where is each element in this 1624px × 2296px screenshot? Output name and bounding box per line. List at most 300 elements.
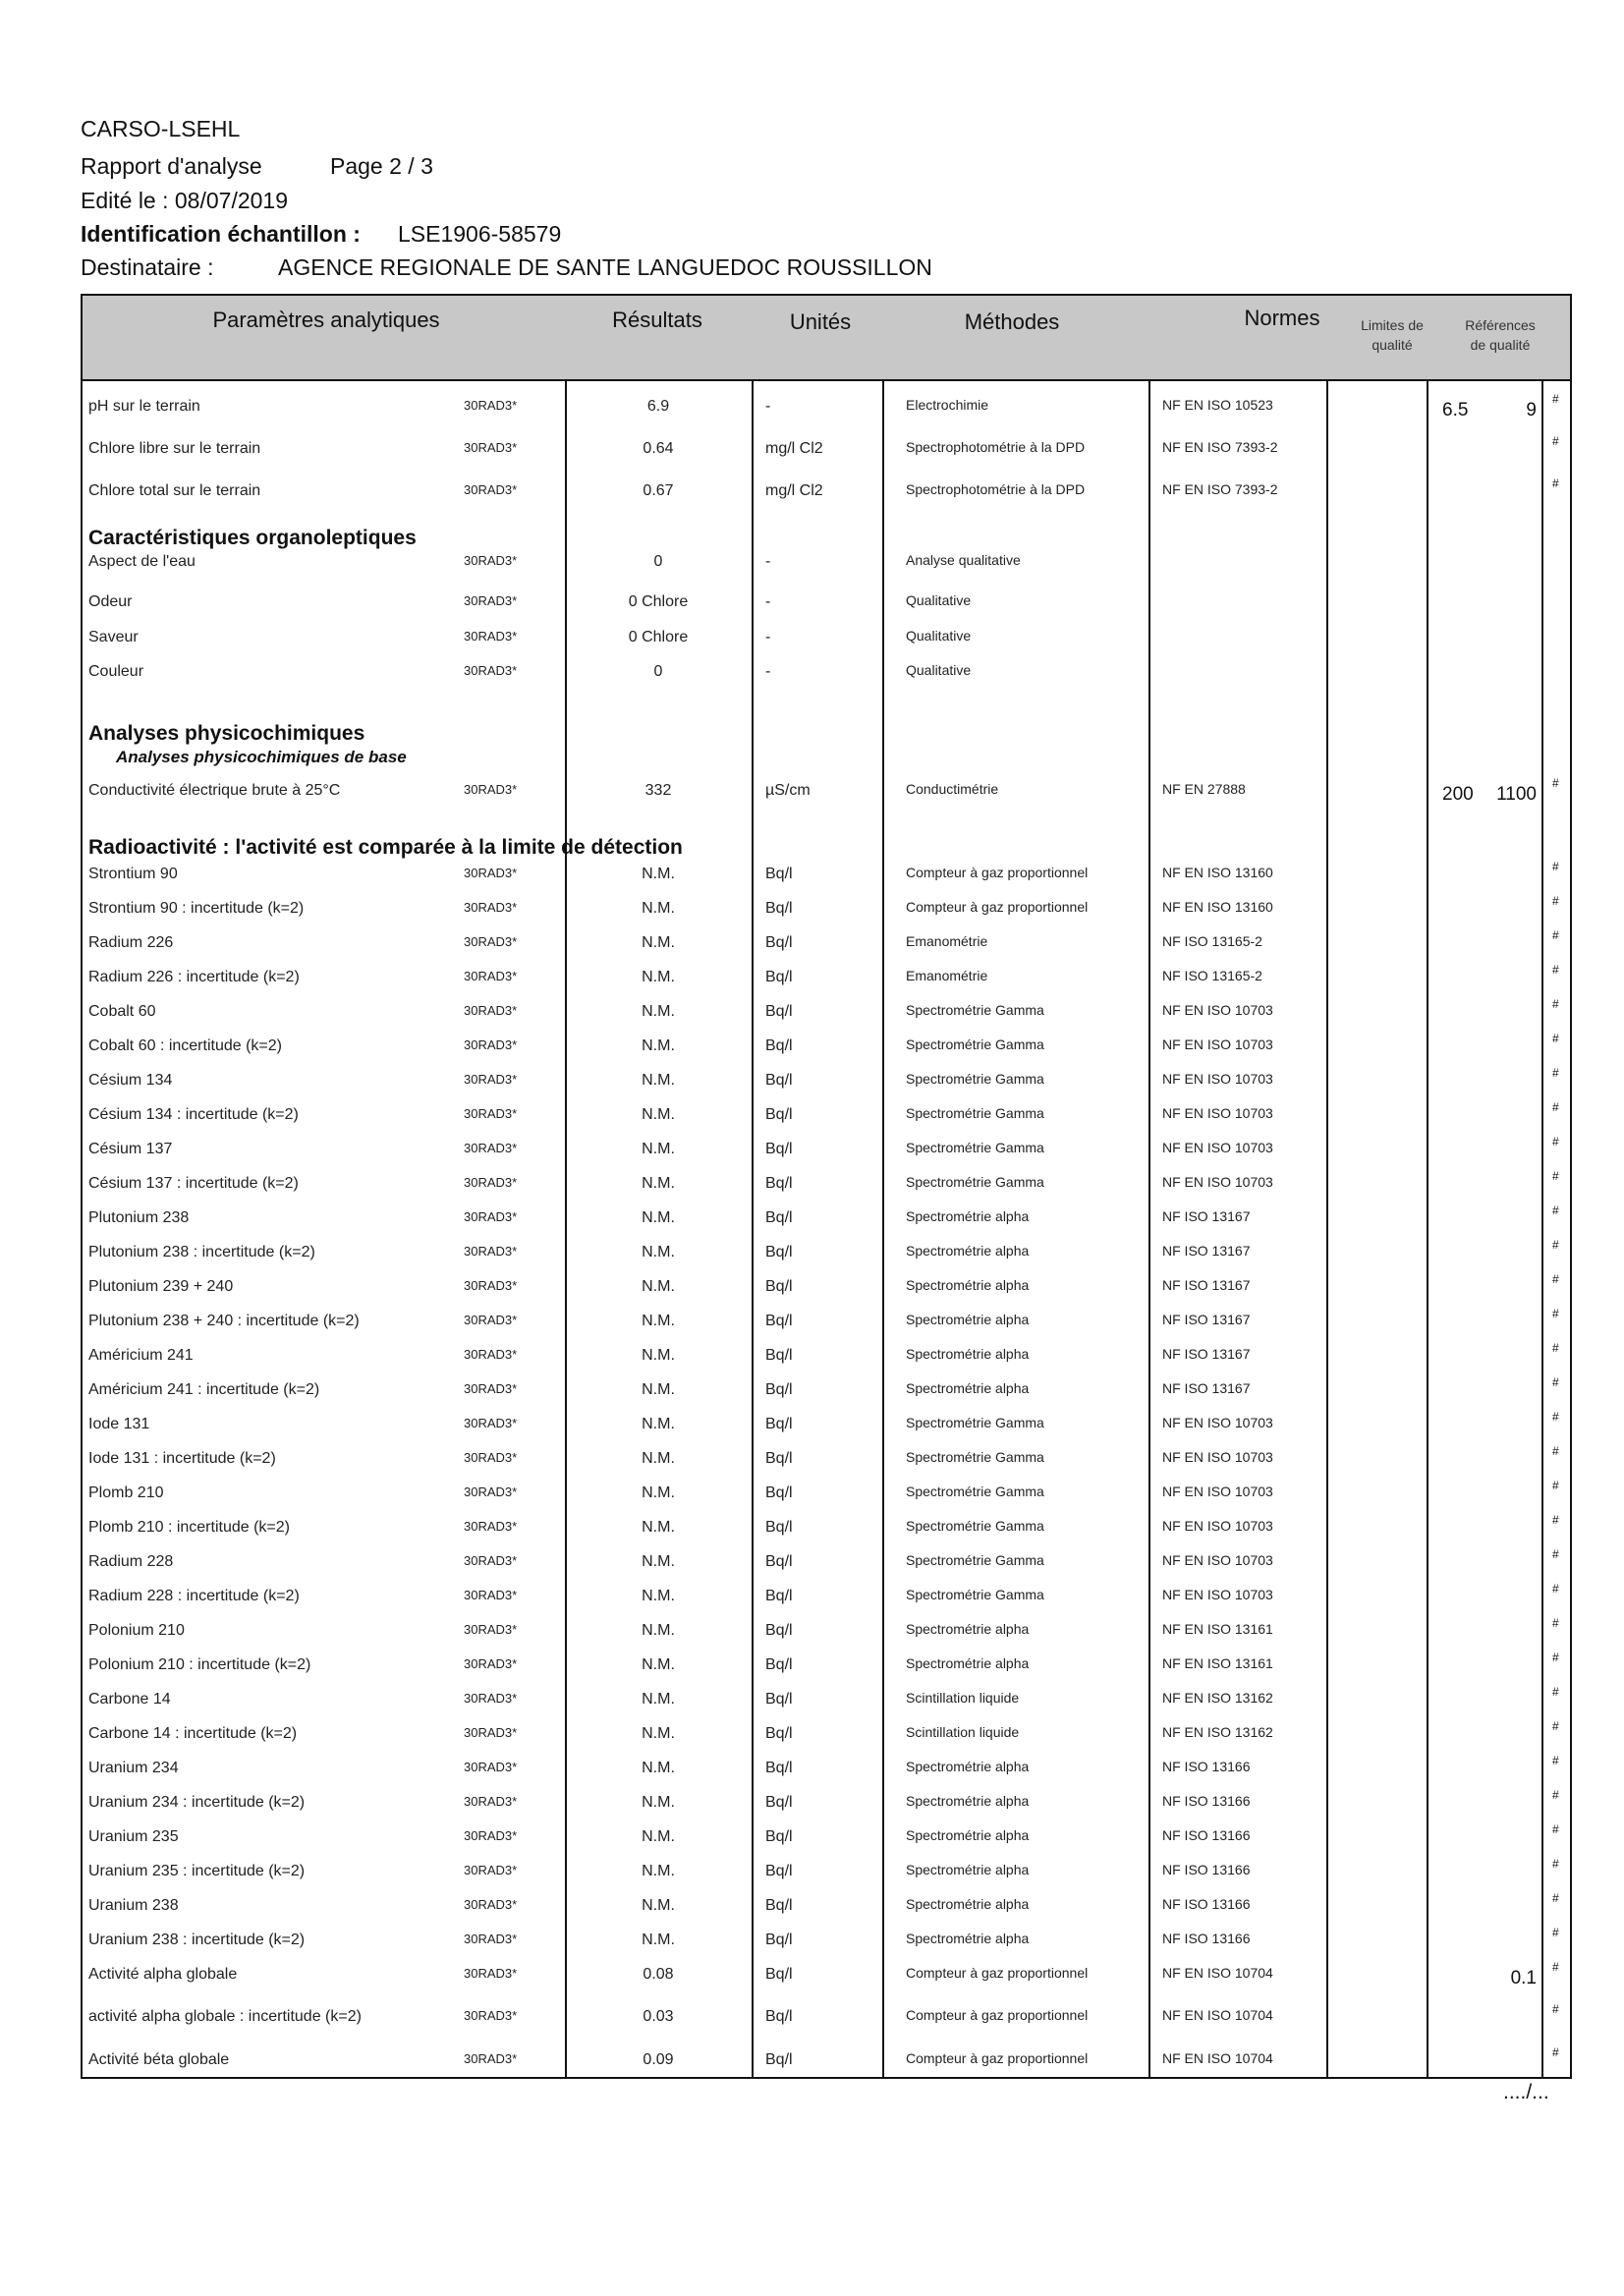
- divider-result: [752, 379, 754, 2079]
- accreditation-mark: #: [1552, 776, 1559, 790]
- norm: NF EN ISO 7393-2: [1162, 439, 1278, 455]
- unit: Bq/l: [765, 866, 793, 882]
- accreditation-mark: #: [1552, 1169, 1559, 1183]
- method-code: 30RAD3*: [464, 1416, 518, 1430]
- accreditation-mark: #: [1552, 1307, 1559, 1320]
- method-code: 30RAD3*: [464, 553, 518, 568]
- result-value: N.M.: [642, 866, 675, 882]
- method-code: 30RAD3*: [464, 1209, 518, 1224]
- accreditation-mark: #: [1552, 1479, 1559, 1492]
- norm: NF EN ISO 10703: [1162, 1105, 1273, 1121]
- norm: NF EN 27888: [1162, 781, 1246, 797]
- unit: Bq/l: [765, 1106, 793, 1123]
- method: Spectrométrie alpha: [906, 1208, 1030, 1224]
- result-value: N.M.: [642, 1416, 675, 1432]
- param-name: Aspect de l'eau: [88, 553, 196, 570]
- recipient-label: Destinataire :: [81, 254, 214, 280]
- result-value: N.M.: [642, 1828, 675, 1845]
- unit: Bq/l: [765, 1278, 793, 1295]
- method-code: 30RAD3*: [464, 1106, 518, 1121]
- accreditation-mark: #: [1552, 1410, 1559, 1424]
- divider-param: [565, 379, 567, 2079]
- result-value: N.M.: [642, 1863, 675, 1879]
- ref-max: 9: [1526, 400, 1537, 420]
- result-value: N.M.: [642, 1003, 675, 1020]
- method: Spectrométrie Gamma: [906, 1552, 1044, 1568]
- col-header-refs-line2: de qualité: [1470, 337, 1531, 353]
- accreditation-mark: #: [1552, 2045, 1559, 2059]
- accreditation-mark: #: [1552, 1754, 1559, 1767]
- method: Spectrométrie Gamma: [906, 1174, 1044, 1190]
- method: Spectrométrie Gamma: [906, 1071, 1044, 1087]
- method: Spectrométrie alpha: [906, 1277, 1030, 1293]
- param-name: Uranium 234: [88, 1760, 179, 1776]
- accreditation-mark: #: [1552, 1135, 1559, 1148]
- accreditation-mark: #: [1552, 1651, 1559, 1664]
- sample-id-label: Identification échantillon :: [81, 221, 361, 247]
- result-value: N.M.: [642, 1794, 675, 1811]
- unit: -: [765, 593, 771, 610]
- accreditation-mark: #: [1552, 894, 1559, 908]
- param-name: activité alpha globale : incertitude (k=2): [88, 2008, 362, 2025]
- accreditation-mark: #: [1552, 1547, 1559, 1561]
- param-name: Carbone 14: [88, 1691, 171, 1708]
- method: Compteur à gaz proportionnel: [906, 2050, 1089, 2066]
- col-header-result: Résultats: [612, 308, 702, 332]
- analysis-table: [81, 294, 1572, 2079]
- unit: Bq/l: [765, 1416, 793, 1432]
- divider-method: [1148, 379, 1150, 2079]
- method-code: 30RAD3*: [464, 1656, 518, 1671]
- result-value: N.M.: [642, 1656, 675, 1673]
- result-value: N.M.: [642, 1691, 675, 1708]
- accreditation-mark: #: [1552, 1857, 1559, 1871]
- col-header-unit: Unités: [789, 309, 852, 334]
- unit: Bq/l: [765, 1313, 793, 1329]
- param-name: Plutonium 238 + 240 : incertitude (k=2): [88, 1313, 360, 1329]
- param-name: Radium 228 : incertitude (k=2): [88, 1588, 300, 1604]
- sample-id: LSE1906-58579: [398, 221, 562, 247]
- accreditation-mark: #: [1552, 860, 1559, 873]
- method: Qualitative: [906, 592, 972, 608]
- param-name: Radium 226: [88, 934, 174, 951]
- continued-marker: ..../...: [1503, 2081, 1549, 2103]
- norm: NF EN ISO 10703: [1162, 1036, 1273, 1052]
- result-value: 0.64: [643, 440, 674, 457]
- col-header-limits-line1: Limites de: [1361, 317, 1424, 333]
- unit: Bq/l: [765, 1072, 793, 1089]
- accreditation-mark: #: [1552, 1032, 1559, 1045]
- method: Spectrométrie Gamma: [906, 1036, 1044, 1052]
- accreditation-mark: #: [1552, 1582, 1559, 1596]
- col-header-limits-line2: qualité: [1372, 337, 1413, 353]
- norm: NF EN ISO 10703: [1162, 1552, 1273, 1568]
- result-value: 6.9: [646, 398, 670, 415]
- method-code: 30RAD3*: [464, 1072, 518, 1087]
- unit: Bq/l: [765, 2008, 793, 2025]
- unit: Bq/l: [765, 1656, 793, 1673]
- method: Scintillation liquide: [906, 1724, 1020, 1740]
- method: Conductimétrie: [906, 781, 999, 797]
- norm: NF EN ISO 13160: [1162, 865, 1273, 880]
- unit: Bq/l: [765, 900, 793, 917]
- result-value: N.M.: [642, 1760, 675, 1776]
- param-name: Uranium 238 : incertitude (k=2): [88, 1932, 306, 1948]
- method: Spectrométrie alpha: [906, 1380, 1030, 1396]
- param-name: Césium 134 : incertitude (k=2): [88, 1106, 299, 1123]
- accreditation-mark: #: [1552, 1685, 1559, 1699]
- accreditation-mark: #: [1552, 1891, 1559, 1905]
- method: Qualitative: [906, 662, 972, 678]
- accreditation-mark: #: [1552, 1272, 1559, 1286]
- norm: NF EN ISO 10704: [1162, 2007, 1273, 2023]
- param-name: Couleur: [88, 663, 144, 680]
- norm: NF EN ISO 13161: [1162, 1655, 1273, 1671]
- norm: NF ISO 13166: [1162, 1827, 1251, 1843]
- accreditation-mark: #: [1552, 476, 1559, 490]
- result-value: N.M.: [642, 1106, 675, 1123]
- divider-limits: [1427, 379, 1428, 2079]
- unit: Bq/l: [765, 1760, 793, 1776]
- norm: NF EN ISO 13162: [1162, 1724, 1273, 1740]
- accreditation-mark: #: [1552, 1616, 1559, 1630]
- unit: Bq/l: [765, 1794, 793, 1811]
- norm: NF ISO 13166: [1162, 1896, 1251, 1912]
- method: Analyse qualitative: [906, 552, 1021, 568]
- col-header-refs-line1: Références: [1465, 317, 1536, 333]
- method-code: 30RAD3*: [464, 440, 518, 455]
- param-name: Américium 241: [88, 1347, 194, 1364]
- method: Spectrométrie alpha: [906, 1896, 1030, 1912]
- method-code: 30RAD3*: [464, 1622, 518, 1637]
- result-value: N.M.: [642, 1175, 675, 1192]
- norm: NF EN ISO 13162: [1162, 1690, 1273, 1706]
- unit: -: [765, 629, 771, 645]
- method-code: 30RAD3*: [464, 1484, 518, 1499]
- divider-norm: [1326, 379, 1328, 2079]
- param-name: Césium 137: [88, 1141, 173, 1157]
- accreditation-mark: #: [1552, 1204, 1559, 1217]
- norm: NF ISO 13167: [1162, 1312, 1251, 1327]
- method: Spectrométrie alpha: [906, 1655, 1030, 1671]
- method: Spectrophotométrie à la DPD: [906, 439, 1086, 455]
- unit: Bq/l: [765, 1519, 793, 1536]
- unit: Bq/l: [765, 1244, 793, 1260]
- unit: Bq/l: [765, 1141, 793, 1157]
- lab-name: CARSO-LSEHL: [81, 116, 241, 141]
- param-name: Iode 131 : incertitude (k=2): [88, 1450, 276, 1467]
- accreditation-mark: #: [1552, 1066, 1559, 1080]
- norm: NF ISO 13166: [1162, 1759, 1251, 1774]
- method: Emanométrie: [906, 933, 988, 949]
- page-number: Page 2 / 3: [330, 153, 433, 179]
- norm: NF ISO 13167: [1162, 1277, 1251, 1293]
- method: Spectrométrie Gamma: [906, 1002, 1044, 1018]
- method-code: 30RAD3*: [464, 934, 518, 949]
- report-label: Rapport d'analyse: [81, 153, 262, 179]
- method-code: 30RAD3*: [464, 482, 518, 497]
- result-value: N.M.: [642, 1381, 675, 1398]
- section-title: Radioactivité : l'activité est comparée à la limite de détection: [88, 836, 683, 859]
- param-name: Polonium 210: [88, 1622, 185, 1639]
- norm: NF EN ISO 10704: [1162, 1965, 1273, 1981]
- param-name: Cobalt 60 : incertitude (k=2): [88, 1037, 282, 1054]
- method: Spectrophotométrie à la DPD: [906, 481, 1086, 497]
- unit: -: [765, 398, 771, 415]
- norm: NF EN ISO 10703: [1162, 1415, 1273, 1430]
- method-code: 30RAD3*: [464, 1381, 518, 1396]
- method: Electrochimie: [906, 397, 989, 413]
- method: Spectrométrie alpha: [906, 1759, 1030, 1774]
- result-value: N.M.: [642, 1347, 675, 1364]
- param-name: Uranium 235: [88, 1828, 179, 1845]
- method-code: 30RAD3*: [464, 629, 518, 644]
- result-value: N.M.: [642, 969, 675, 985]
- accreditation-mark: #: [1552, 997, 1559, 1011]
- method-code: 30RAD3*: [464, 1519, 518, 1534]
- norm: NF EN ISO 10703: [1162, 1140, 1273, 1155]
- norm: NF EN ISO 10703: [1162, 1449, 1273, 1465]
- param-name: Strontium 90: [88, 866, 178, 882]
- norm: NF EN ISO 13161: [1162, 1621, 1273, 1637]
- param-name: Césium 134: [88, 1072, 173, 1089]
- param-name: Chlore total sur le terrain: [88, 482, 261, 499]
- method-code: 30RAD3*: [464, 2008, 518, 2023]
- method: Spectrométrie Gamma: [906, 1484, 1044, 1499]
- col-header-norm: Normes: [1244, 306, 1320, 330]
- method: Spectrométrie alpha: [906, 1312, 1030, 1327]
- result-value: N.M.: [642, 1450, 675, 1467]
- accreditation-mark: #: [1552, 2002, 1559, 2016]
- param-name: Iode 131: [88, 1416, 150, 1432]
- method-code: 30RAD3*: [464, 1313, 518, 1327]
- method: Compteur à gaz proportionnel: [906, 2007, 1089, 2023]
- norm: NF EN ISO 10703: [1162, 1518, 1273, 1534]
- method-code: 30RAD3*: [464, 1863, 518, 1877]
- method: Spectrométrie alpha: [906, 1243, 1030, 1259]
- method-code: 30RAD3*: [464, 1897, 518, 1912]
- param-name: Uranium 238: [88, 1897, 179, 1914]
- unit: Bq/l: [765, 1622, 793, 1639]
- subsection-title: Analyses physicochimiques de base: [116, 748, 407, 766]
- accreditation-mark: #: [1552, 392, 1559, 406]
- accreditation-mark: #: [1552, 963, 1559, 977]
- accreditation-mark: #: [1552, 1719, 1559, 1733]
- unit: Bq/l: [765, 934, 793, 951]
- method-code: 30RAD3*: [464, 663, 518, 678]
- norm: NF ISO 13167: [1162, 1243, 1251, 1259]
- result-value: 0.67: [643, 482, 674, 499]
- section-title: Analyses physicochimiques: [88, 722, 365, 745]
- unit: Bq/l: [765, 1347, 793, 1364]
- recipient-name: AGENCE REGIONALE DE SANTE LANGUEDOC ROUSSILLON: [278, 254, 932, 280]
- result-value: N.M.: [642, 1897, 675, 1914]
- accreditation-mark: #: [1552, 1960, 1559, 1974]
- method-code: 30RAD3*: [464, 1244, 518, 1259]
- unit: Bq/l: [765, 969, 793, 985]
- method: Emanométrie: [906, 968, 988, 983]
- method-code: 30RAD3*: [464, 2051, 518, 2066]
- norm: NF EN ISO 10704: [1162, 2050, 1273, 2066]
- unit: -: [765, 663, 771, 680]
- unit: Bq/l: [765, 1037, 793, 1054]
- result-value: 0 Chlore: [628, 593, 689, 610]
- result-value: N.M.: [642, 1209, 675, 1226]
- norm: NF ISO 13167: [1162, 1346, 1251, 1362]
- norm: NF EN ISO 10523: [1162, 397, 1273, 413]
- method: Spectrométrie Gamma: [906, 1415, 1044, 1430]
- accreditation-mark: #: [1552, 1238, 1559, 1252]
- unit: Bq/l: [765, 1863, 793, 1879]
- unit: Bq/l: [765, 1003, 793, 1020]
- param-name: Plomb 210 : incertitude (k=2): [88, 1519, 290, 1536]
- accreditation-mark: #: [1552, 1926, 1559, 1939]
- method: Spectrométrie alpha: [906, 1346, 1030, 1362]
- accreditation-mark: #: [1552, 1513, 1559, 1527]
- accreditation-mark: #: [1552, 1788, 1559, 1802]
- col-header-param: Paramètres analytiques: [212, 308, 440, 332]
- result-value: N.M.: [642, 1519, 675, 1536]
- param-name: Radium 228: [88, 1553, 174, 1570]
- method: Spectrométrie alpha: [906, 1931, 1030, 1946]
- method-code: 30RAD3*: [464, 1553, 518, 1568]
- norm: NF ISO 13166: [1162, 1931, 1251, 1946]
- param-name: pH sur le terrain: [88, 398, 200, 415]
- accreditation-mark: #: [1552, 434, 1559, 448]
- param-name: Activité béta globale: [88, 2051, 230, 2068]
- unit: Bq/l: [765, 1691, 793, 1708]
- param-name: Plomb 210: [88, 1484, 164, 1501]
- divider-refs: [1541, 379, 1543, 2079]
- method: Spectrométrie alpha: [906, 1827, 1030, 1843]
- method: Spectrométrie Gamma: [906, 1518, 1044, 1534]
- result-value: N.M.: [642, 1622, 675, 1639]
- param-name: Conductivité électrique brute à 25°C: [88, 782, 341, 799]
- param-name: Odeur: [88, 593, 133, 610]
- result-value: N.M.: [642, 934, 675, 951]
- method: Spectrométrie alpha: [906, 1862, 1030, 1877]
- method-code: 30RAD3*: [464, 1588, 518, 1602]
- ref-max: 0.1: [1510, 1968, 1537, 1988]
- method-code: 30RAD3*: [464, 398, 518, 413]
- result-value: 332: [644, 782, 672, 799]
- norm: NF EN ISO 7393-2: [1162, 481, 1278, 497]
- ref-min: 200: [1442, 784, 1474, 805]
- unit: Bq/l: [765, 1897, 793, 1914]
- result-value: 0.08: [643, 1966, 674, 1983]
- param-name: Carbone 14 : incertitude (k=2): [88, 1725, 298, 1742]
- result-value: N.M.: [642, 1141, 675, 1157]
- unit: mg/l Cl2: [765, 482, 823, 499]
- norm: NF EN ISO 13160: [1162, 899, 1273, 915]
- unit: mg/l Cl2: [765, 440, 823, 457]
- method: Spectrométrie Gamma: [906, 1587, 1044, 1602]
- col-header-method: Méthodes: [964, 309, 1060, 334]
- accreditation-mark: #: [1552, 1341, 1559, 1355]
- norm: NF EN ISO 10703: [1162, 1587, 1273, 1602]
- param-name: Plutonium 238 : incertitude (k=2): [88, 1244, 315, 1260]
- method: Compteur à gaz proportionnel: [906, 865, 1089, 880]
- result-value: N.M.: [642, 1072, 675, 1089]
- accreditation-mark: #: [1552, 1375, 1559, 1389]
- ref-max: 1100: [1496, 784, 1537, 805]
- result-value: 0.03: [643, 2008, 674, 2025]
- result-value: N.M.: [642, 1313, 675, 1329]
- method-code: 30RAD3*: [464, 866, 518, 880]
- method-code: 30RAD3*: [464, 1037, 518, 1052]
- result-value: N.M.: [642, 1588, 675, 1604]
- unit: Bq/l: [765, 1725, 793, 1742]
- unit: Bq/l: [765, 1175, 793, 1192]
- unit: Bq/l: [765, 1381, 793, 1398]
- method: Scintillation liquide: [906, 1690, 1020, 1706]
- method-code: 30RAD3*: [464, 1725, 518, 1740]
- norm: NF ISO 13167: [1162, 1208, 1251, 1224]
- section-title: Caractéristiques organoleptiques: [88, 527, 417, 549]
- unit: µS/cm: [765, 782, 811, 799]
- method: Spectrométrie alpha: [906, 1793, 1030, 1809]
- norm: NF EN ISO 10703: [1162, 1002, 1273, 1018]
- result-value: N.M.: [642, 1484, 675, 1501]
- ref-min: 6.5: [1442, 400, 1469, 420]
- result-value: 0: [653, 553, 663, 570]
- edition-date: Edité le : 08/07/2019: [81, 188, 288, 213]
- method-code: 30RAD3*: [464, 1828, 518, 1843]
- accreditation-mark: #: [1552, 928, 1559, 942]
- param-name: Cobalt 60: [88, 1003, 156, 1020]
- unit: Bq/l: [765, 1828, 793, 1845]
- method: Spectrométrie Gamma: [906, 1140, 1044, 1155]
- method-code: 30RAD3*: [464, 782, 518, 797]
- norm: NF ISO 13165-2: [1162, 968, 1262, 983]
- unit: -: [765, 553, 771, 570]
- norm: NF EN ISO 10703: [1162, 1484, 1273, 1499]
- method-code: 30RAD3*: [464, 1278, 518, 1293]
- param-name: Uranium 235 : incertitude (k=2): [88, 1863, 306, 1879]
- unit: Bq/l: [765, 2051, 793, 2068]
- method-code: 30RAD3*: [464, 969, 518, 983]
- accreditation-mark: #: [1552, 1822, 1559, 1836]
- unit: Bq/l: [765, 1553, 793, 1570]
- result-value: N.M.: [642, 1244, 675, 1260]
- result-value: N.M.: [642, 1037, 675, 1054]
- accreditation-mark: #: [1552, 1444, 1559, 1458]
- param-name: Activité alpha globale: [88, 1966, 238, 1983]
- param-name: Saveur: [88, 629, 139, 645]
- unit: Bq/l: [765, 1209, 793, 1226]
- method: Qualitative: [906, 628, 972, 644]
- result-value: N.M.: [642, 1932, 675, 1948]
- norm: NF EN ISO 10703: [1162, 1071, 1273, 1087]
- unit: Bq/l: [765, 1484, 793, 1501]
- norm: NF ISO 13167: [1162, 1380, 1251, 1396]
- method: Compteur à gaz proportionnel: [906, 1965, 1089, 1981]
- method: Spectrométrie alpha: [906, 1621, 1030, 1637]
- accreditation-mark: #: [1552, 1100, 1559, 1114]
- unit: Bq/l: [765, 1932, 793, 1948]
- result-value: 0 Chlore: [628, 629, 689, 645]
- method-code: 30RAD3*: [464, 1003, 518, 1018]
- method-code: 30RAD3*: [464, 1691, 518, 1706]
- norm: NF ISO 13165-2: [1162, 933, 1262, 949]
- param-name: Chlore libre sur le terrain: [88, 440, 261, 457]
- unit: Bq/l: [765, 1588, 793, 1604]
- method-code: 30RAD3*: [464, 1932, 518, 1946]
- method-code: 30RAD3*: [464, 593, 518, 608]
- result-value: 0: [653, 663, 663, 680]
- result-value: N.M.: [642, 900, 675, 917]
- method-code: 30RAD3*: [464, 900, 518, 915]
